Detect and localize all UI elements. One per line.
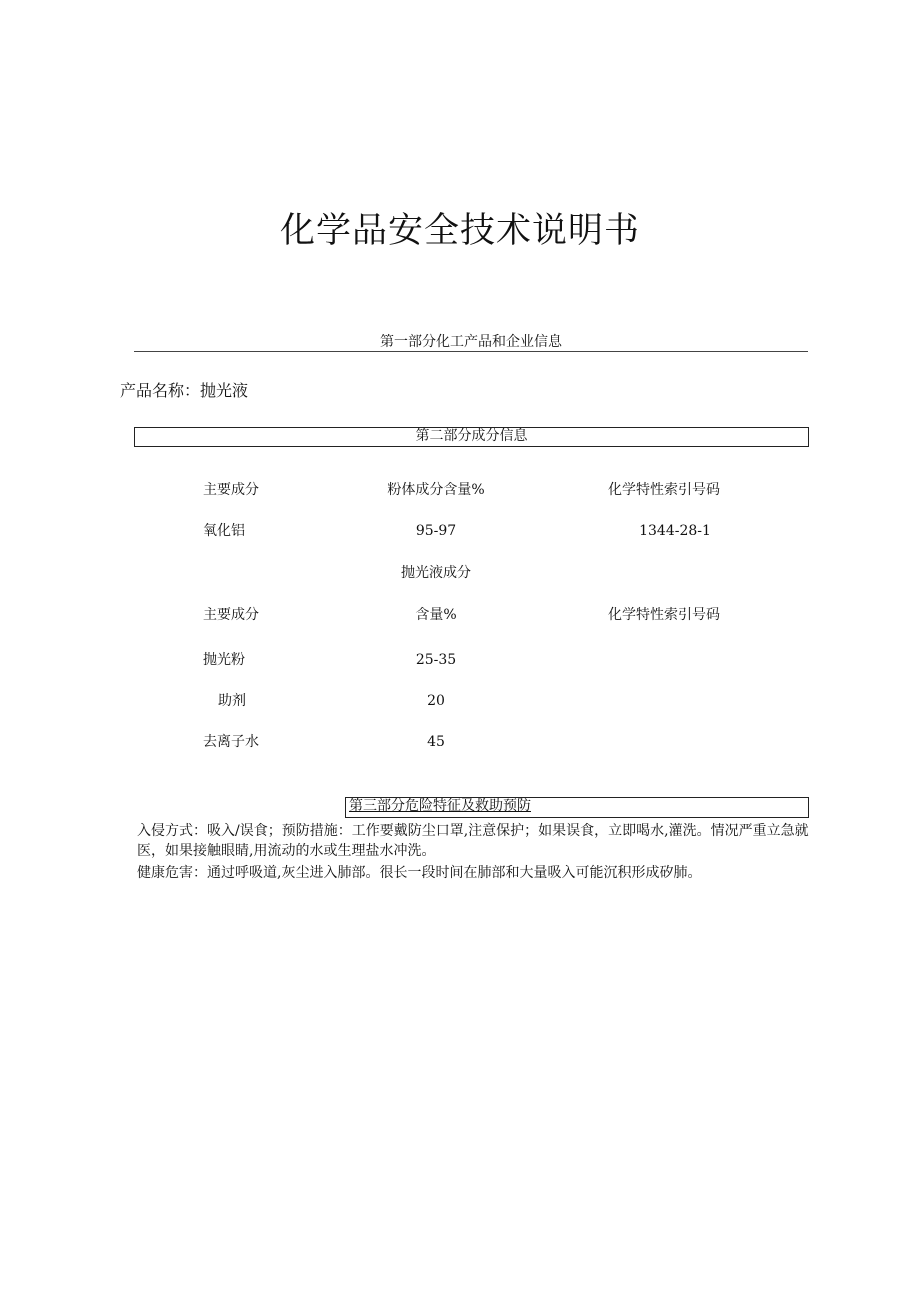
section3-heading-text: 第三部分危险特征及救助预防 (349, 798, 531, 814)
powder-row-cas: 1344-28-1 (639, 523, 711, 539)
exposure-route-paragraph: 入侵方式：吸入/误食；预防措施：工作要戴防尘口罩,注意保护；如果误食，立即喝水,灌洗。情况严重立急就医，如果接触眼睛,用流动的水或生理盐水冲洗。 (137, 823, 809, 859)
liquid-header-content: 含量% (415, 607, 457, 623)
product-name-value: 抛光液 (200, 381, 249, 400)
liquid-row-component: 去离子水 (203, 734, 259, 750)
product-name-line (120, 380, 248, 402)
powder-header-cas: 化学特性索引号码 (608, 482, 720, 498)
powder-row-content: 95-97 (415, 523, 457, 539)
powder-row-component: 氧化铝 (203, 523, 245, 539)
liquid-row-component: 助剂 (218, 693, 246, 709)
health-hazard-paragraph: 健康危害：通过呼吸道,灰尘进入肺部。很长一段时间在肺部和大量吸入可能沉积形成矽肺。 (137, 865, 702, 881)
product-name-label: 产品名称： (120, 381, 201, 400)
liquid-header-component: 主要成分 (203, 607, 259, 623)
liquid-header-cas: 化学特性索引号码 (608, 607, 720, 623)
document-title: 化学品安全技术说明书 (279, 211, 640, 252)
powder-header-component: 主要成分 (203, 482, 259, 498)
liquid-row-content: 20 (427, 693, 445, 709)
liquid-row-component: 抛光粉 (203, 652, 245, 668)
section2-heading: 第二部分成分信息 (134, 427, 809, 447)
powder-header-content: 粉体成分含量% (387, 482, 485, 498)
section1-divider (134, 351, 808, 352)
liquid-row-content: 25-35 (415, 652, 457, 668)
liquid-row-content: 45 (427, 734, 445, 750)
liquid-composition-subtitle: 抛光液成分 (401, 565, 471, 581)
section1-heading: 第一部分化工产品和企业信息 (380, 334, 562, 350)
section3-heading (345, 797, 809, 818)
